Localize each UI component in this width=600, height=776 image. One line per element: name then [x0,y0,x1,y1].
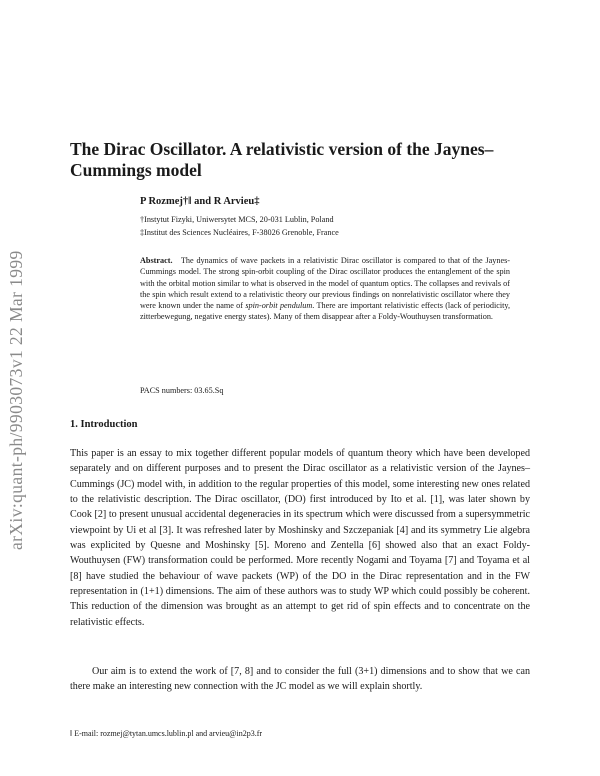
section-heading-introduction: 1. Introduction [70,419,138,430]
paper-title: The Dirac Oscillator. A relativistic version of the Jaynes–Cummings model [70,139,494,180]
introduction-paragraph-2: Our aim is to extend the work of [7, 8] and to consider the full (3+1) dimensions and to show that we can there make an interesting new connection with the JC model as we will explain shortly. [70,666,530,693]
author-list: P Rozmej†‖ and R Arvieu‡ [140,196,260,207]
introduction-paragraph-1: This paper is an essay to mix together different popular models of quantum theory which have been developed separately and on different purposes and to present the Dirac oscillator as a relativistic version of the Jaynes–Cummings (JC) model with, in addition to the regular properties of this model, some interesting new ones related to the relativistic description. The Dirac oscillator, (DO) first introduced by Ito et al. [1], was later shown by Cook [2] to present unusual accidental degeneracies in its spectrum which were discussed from a supersymmetric viewpoint by Ui et al [3]. It was refreshed later by Moshinsky and Szczepaniak [4] and its symmetry Lie algebra was explicited by Quesne and Moshinsky [5]. Moreno and Zentella [6] showed also that an exact Foldy-Wouthuysen (FW) transformation could be performed. More recently Nogami and Toyama [7] and Toyama et al [8] have studied the behaviour of wave packets (WP) of the DO in the Dirac representation and in the FW representation in (1+1) dimensions. The aim of these authors was to study WP which could possibly be coherent. This reduction of the dimension was brought as an attempt to get rid of spin effects and to concentrate on the relativistic effects. [70,448,530,628]
abstract-emphasis: spin-orbit pendulum [245,301,313,311]
abstract-text: The dynamics of wave packets in a relativistic Dirac oscillator is compared to that of the Jaynes-Cummings model. The strong spin-orbit coupling of the Dirac oscillator produces the entanglement of the spin with the orbital motion similar to what is observed in the model of quantum optics. The collapses and revivals of the spin which result extend to a relativistic theory our previous findings on nonrelativistic oscillator where they were known under the name of [140,256,510,311]
affiliation-grenoble: ‡Institut des Sciences Nucléaires, F-38026 Grenoble, France [140,228,339,237]
footnote-email: ‖ E-mail: rozmej@tytan.umcs.lublin.pl and arvieu@in2p3.fr [70,729,263,738]
abstract-text-end: . There are important relativistic effects (lack of periodicity, zitterbewegung, negative energy states). Many of them disappear after a Foldy-Wouthuysen transformation. [140,301,511,322]
pacs-numbers: PACS numbers: 03.65.Sq [140,386,224,395]
arxiv-identifier: arXiv:quant-ph/9903073v1 22 Mar 1999 [6,250,26,550]
abstract [140,255,510,323]
abstract-label: Abstract. [140,256,173,265]
affiliation-lublin: †Instytut Fizyki, Uniwersytet MCS, 20-031 Lublin, Poland [140,215,334,224]
